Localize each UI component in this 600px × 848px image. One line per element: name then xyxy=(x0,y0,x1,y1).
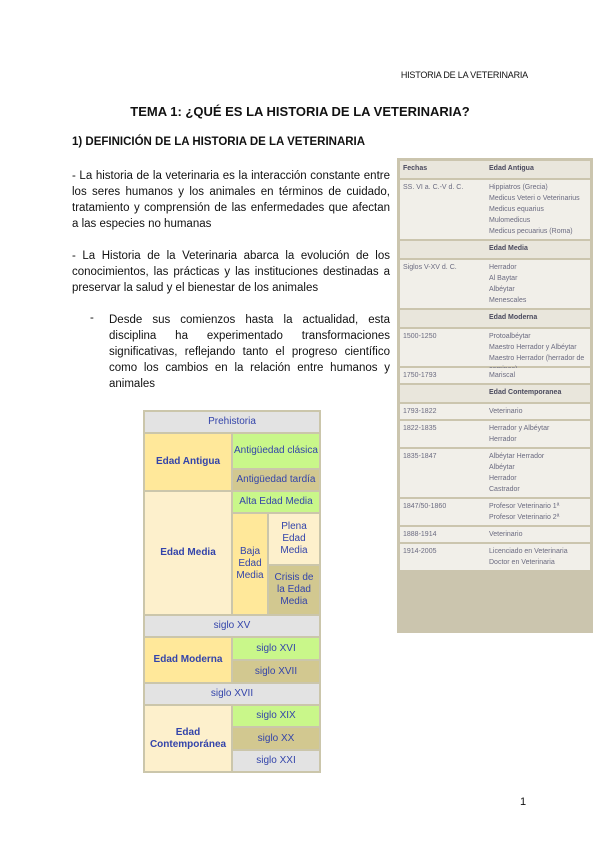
table-title-item: Medicus equarius xyxy=(489,206,544,213)
table-titles-cell xyxy=(489,423,589,445)
table-titles-cell xyxy=(489,501,589,523)
bullet-marker: - xyxy=(90,312,94,324)
table-title-item: Profesor Veterinario 1ª xyxy=(489,503,560,510)
table-date-cell: 1793-1822 xyxy=(403,408,437,415)
timeline-siglo-xvi: siglo XVI xyxy=(233,638,319,659)
table-header-date: Fechas xyxy=(403,165,428,172)
timeline-edad-media: Edad Media xyxy=(145,492,231,614)
table-row xyxy=(400,527,590,542)
table-header-row xyxy=(400,161,590,178)
section-heading: 1) DEFINICIÓN DE LA HISTORIA DE LA VETERINARIA xyxy=(72,136,366,148)
table-title-item: Albéytar xyxy=(489,286,515,293)
table-title-item: Protoalbéytar xyxy=(489,333,531,340)
table-row xyxy=(400,421,590,447)
timeline-edad-moderna: Edad Moderna xyxy=(145,638,231,682)
table-row xyxy=(400,329,590,366)
timeline-baja-edad-media: Baja Edad Media xyxy=(233,514,267,614)
table-date-cell: 1750-1793 xyxy=(403,372,437,379)
table-row xyxy=(400,368,590,383)
table-section-row xyxy=(400,385,590,402)
table-title-item: Albéytar xyxy=(489,464,515,471)
table-title-item: Veterinario xyxy=(489,408,523,415)
table-title-item: Mariscal xyxy=(489,372,516,379)
table-row xyxy=(400,544,590,570)
table-title-item: Herrador xyxy=(489,436,517,443)
table-titles-cell xyxy=(489,262,589,306)
table-title-item: Profesor Veterinario 2ª xyxy=(489,514,560,521)
table-title-item: Doctor en Veterinaria xyxy=(489,559,555,566)
table-titles-cell xyxy=(489,529,589,540)
timeline-siglo-xxi: siglo XXI xyxy=(233,751,319,771)
table-titles-cell xyxy=(489,182,589,237)
table-title-item: Licenciado en Veterinaria xyxy=(489,548,568,555)
table-date-cell: 1914-2005 xyxy=(403,548,437,555)
table-date-cell: 1500-1250 xyxy=(403,333,437,340)
table-title-item: Maestro Herrador y Albéytar xyxy=(489,344,577,351)
page-number: 1 xyxy=(520,796,527,808)
table-title-item: Hippiatros (Grecia) xyxy=(489,184,548,191)
table-date-cell: Siglos V-XV d. C. xyxy=(403,264,457,271)
paragraph-scope: - La Historia de la Veterinaria abarca la evolución de los conocimientos, las prácticas y las instituciones destinadas a preservar la salud y el bienestar de los animales xyxy=(72,250,390,294)
table-section-row xyxy=(400,310,590,327)
table-title-item: Medicus Veteri o Veterinarius xyxy=(489,195,580,202)
table-title-item: Albéytar Herrador xyxy=(489,453,545,460)
timeline-antiguedad-clasica: Antigüedad clásica xyxy=(233,434,319,468)
table-row xyxy=(400,404,590,419)
history-timeline-figure xyxy=(143,410,321,773)
timeline-crisis-edad-media: Crisis de la Edad Media xyxy=(269,566,319,614)
timeline-antiguedad-tardia: Antigüedad tardía xyxy=(233,470,319,490)
page-title: TEMA 1: ¿QUÉ ES LA HISTORIA DE LA VETERINARIA? xyxy=(130,104,470,119)
timeline-siglo-xviii: siglo XVII xyxy=(145,684,319,704)
timeline-alta-edad-media: Alta Edad Media xyxy=(233,492,319,512)
running-header: HISTORIA DE LA VETERINARIA xyxy=(400,70,528,80)
table-row xyxy=(400,180,590,239)
table-date-cell: 1888-1914 xyxy=(403,531,437,538)
table-header-period: Edad Antigua xyxy=(489,165,534,172)
table-row xyxy=(400,449,590,497)
table-title-item: Menescales xyxy=(489,297,527,304)
table-titles-cell xyxy=(489,406,589,417)
timeline-edad-antigua: Edad Antigua xyxy=(145,434,231,490)
table-title-item: Veterinario xyxy=(489,531,523,538)
table-title-item: Herrador xyxy=(489,475,517,482)
table-titles-cell xyxy=(489,546,589,568)
table-row xyxy=(400,499,590,525)
table-date-cell: 1847/50-1860 xyxy=(403,503,447,510)
table-title-item: Herrador y Albéytar xyxy=(489,425,550,432)
timeline-plena-edad-media: Plena Edad Media xyxy=(269,514,319,564)
table-date-cell: 1822-1835 xyxy=(403,425,437,432)
timeline-siglo-xix: siglo XIX xyxy=(233,706,319,726)
table-titles-cell xyxy=(489,370,589,381)
table-section-label: Edad Moderna xyxy=(489,314,538,321)
table-title-item: Mulomedicus xyxy=(489,217,531,224)
table-title-item: Castrador xyxy=(489,486,520,493)
table-title-item: Maestro Herrador (herrador de xyxy=(489,355,585,362)
table-title-item: Al Baytar xyxy=(489,275,518,282)
timeline-siglo-xvii: siglo XVII xyxy=(233,661,319,682)
table-title-item: Herrador xyxy=(489,264,517,271)
veterinary-titles-table xyxy=(397,158,593,633)
timeline-edad-contemporanea: Edad Contemporánea xyxy=(145,706,231,771)
timeline-prehistoria: Prehistoria xyxy=(145,412,319,432)
table-date-cell: SS. VI a. C.-V d. C. xyxy=(403,184,464,191)
table-row xyxy=(400,260,590,308)
table-section-row xyxy=(400,241,590,258)
table-section-label: Edad Contemporanea xyxy=(489,389,562,396)
table-section-label: Edad Media xyxy=(489,245,528,252)
table-title-item: Medicus pecuarius (Roma) xyxy=(489,228,573,235)
timeline-siglo-xx: siglo XX xyxy=(233,728,319,749)
table-date-cell: 1835-1847 xyxy=(403,453,437,460)
timeline-siglo-xv: siglo XV xyxy=(145,616,319,636)
paragraph-definition: - La historia de la veterinaria es la interacción constante entre los seres humanos y los animales en términos de cuidado, tratamiento y comprensión de las enfermedades que afectan a las especies no humanas xyxy=(72,170,390,230)
table-titles-cell xyxy=(489,451,589,495)
bullet-text: Desde sus comienzos hasta la actualidad, esta disciplina ha experimentado transformaciones significativas, reflejando tanto el progreso científico como los cambios en la relación entre humanos y animales xyxy=(109,314,390,390)
